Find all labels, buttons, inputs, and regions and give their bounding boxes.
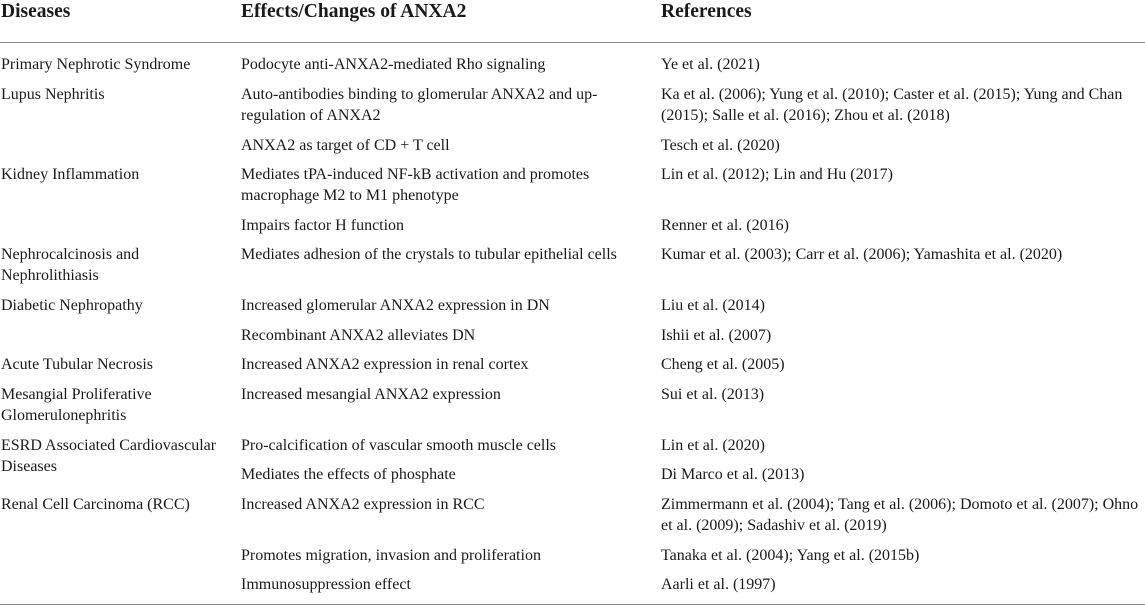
effect-cell: regulation of ANXA2 [241,107,381,124]
effect-cell: Impairs factor H function [241,217,405,234]
effect-cell: Mediates tPA-induced NF-kB activation and promotes [241,166,590,183]
reference-cell: Ishii et al. (2007) [661,327,772,344]
disease-cell: Primary Nephrotic Syndrome [1,56,191,73]
disease-cell: Renal Cell Carcinoma (RCC) [1,496,190,513]
disease-cell: Lupus Nephritis [1,86,105,103]
header-effects: Effects/Changes of ANXA2 [241,1,467,22]
header-diseases: Diseases [1,1,71,22]
reference-cell: Aarli et al. (1997) [661,576,776,593]
effect-cell: Auto-antibodies binding to glomerular ANXA2 and up- [241,86,598,103]
reference-cell: Liu et al. (2014) [661,297,765,314]
bottom-rule [0,604,1145,605]
reference-cell: Lin et al. (2012); Lin and Hu (2017) [661,166,893,183]
reference-cell: Renner et al. (2016) [661,217,789,234]
disease-cell: Mesangial Proliferative [1,386,152,403]
reference-cell: et al. (2009); Sadashiv et al. (2019) [661,517,887,534]
disease-cell: Diabetic Nephropathy [1,297,143,314]
reference-cell: Cheng et al. (2005) [661,356,785,373]
effect-cell: Immunosuppression effect [241,576,411,593]
effect-cell: Mediates the effects of phosphate [241,466,456,483]
reference-cell: Sui et al. (2013) [661,386,765,403]
reference-cell: Kumar et al. (2003); Carr et al. (2006); Yamashita et al. (2020) [661,246,1063,263]
effect-cell: Increased mesangial ANXA2 expression [241,386,501,403]
effect-cell: Pro-calcification of vascular smooth muscle cells [241,437,557,454]
header-rule [0,42,1145,43]
reference-cell: Tesch et al. (2020) [661,137,780,154]
disease-cell: Acute Tubular Necrosis [1,356,153,373]
disease-cell: Glomerulonephritis [1,407,127,424]
effect-cell: Increased ANXA2 expression in renal cortex [241,356,529,373]
disease-cell: Diseases [1,458,57,475]
disease-cell: ESRD Associated Cardiovascular [1,437,217,454]
disease-cell: Kidney Inflammation [1,166,140,183]
reference-cell: Ka et al. (2006); Yung et al. (2010); Caster et al. (2015); Yung and Chan [661,86,1123,103]
effect-cell: Podocyte anti-ANXA2-mediated Rho signaling [241,56,546,73]
reference-cell: Zimmermann et al. (2004); Tang et al. (2006); Domoto et al. (2007); Ohno [661,496,1139,513]
header-references: References [661,1,752,22]
reference-cell: Lin et al. (2020) [661,437,765,454]
effect-cell: Promotes migration, invasion and proliferation [241,547,541,564]
effect-cell: Mediates adhesion of the crystals to tubular epithelial cells [241,246,617,263]
effect-cell: Increased ANXA2 expression in RCC [241,496,485,513]
effect-cell: ANXA2 as target of CD + T cell [241,137,450,154]
reference-cell: Di Marco et al. (2013) [661,466,805,483]
disease-cell: Nephrolithiasis [1,267,99,284]
effect-cell: Recombinant ANXA2 alleviates DN [241,327,476,344]
reference-cell: Ye et al. (2021) [661,56,760,73]
effect-cell: macrophage M2 to M1 phenotype [241,187,459,204]
reference-cell: (2015); Salle et al. (2016); Zhou et al. (2018) [661,107,950,124]
effect-cell: Increased glomerular ANXA2 expression in DN [241,297,550,314]
reference-cell: Tanaka et al. (2004); Yang et al. (2015b) [661,547,920,564]
disease-cell: Nephrocalcinosis and [1,246,140,263]
